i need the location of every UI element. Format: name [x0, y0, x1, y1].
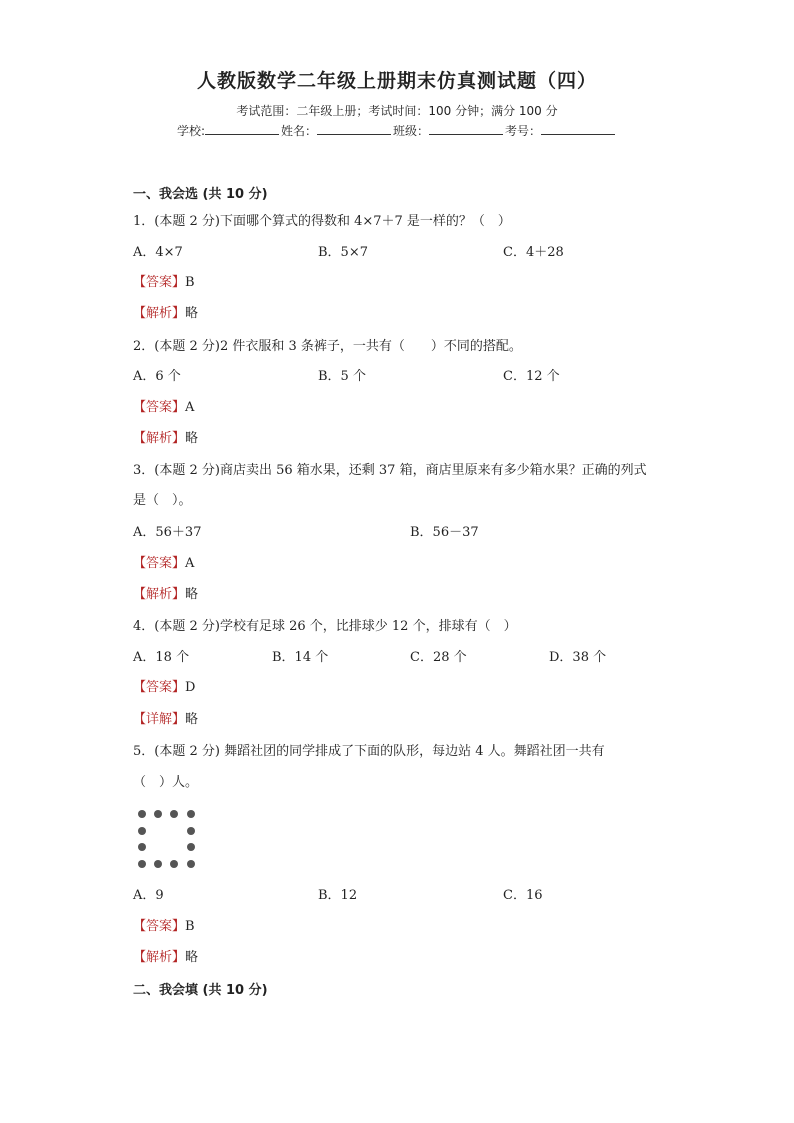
q3-analysis — [133, 586, 198, 604]
q4-option-d: D．38 个 — [549, 650, 607, 665]
exam-no-blank[interactable] — [541, 122, 615, 135]
dot — [187, 827, 195, 835]
question-4-stem: 4．(本题 2 分)学校有足球 26 个，比排球少 12 个，排球有（ ） — [133, 619, 517, 634]
section-heading-2: 二、我会填 (共 10 分) — [133, 983, 268, 998]
q5-option-a: A．9 — [133, 888, 164, 903]
analysis-value: 略 — [185, 587, 199, 602]
question-3-stem-cont: 是（ ）。 — [133, 493, 192, 508]
analysis-label: 【解析】 — [133, 950, 186, 965]
dot — [138, 827, 146, 835]
q5-option-c: C．16 — [503, 888, 543, 903]
name-label: 姓名： — [281, 124, 318, 138]
student-info-line — [0, 122, 794, 139]
q2-option-a: A．6 个 — [133, 369, 181, 384]
answer-value: B — [185, 919, 195, 934]
q4-answer — [133, 679, 195, 697]
q2-analysis — [133, 430, 198, 448]
answer-value: A — [185, 556, 195, 571]
q4-option-b: B．14 个 — [272, 650, 329, 665]
q5-analysis — [133, 949, 198, 967]
q4-option-a: A．18 个 — [133, 650, 190, 665]
answer-value: A — [185, 400, 195, 415]
answer-label: 【答案】 — [133, 556, 186, 571]
exam-no-label: 考号： — [505, 124, 542, 138]
q5-answer — [133, 918, 195, 936]
question-3-stem: 3．(本题 2 分)商店卖出 56 箱水果，还剩 37 箱，商店里原来有多少箱水果？正确的列式 — [133, 463, 647, 478]
q2-option-b: B．5 个 — [318, 369, 366, 384]
school-label: 学校: — [176, 124, 205, 138]
question-5-stem: 5．(本题 2 分) 舞蹈社团的同学排成了下面的队形，每边站 4 人。舞蹈社团一共有 — [133, 744, 605, 759]
dot — [138, 810, 146, 818]
q2-answer — [133, 399, 194, 417]
analysis-label: 【详解】 — [133, 712, 186, 727]
answer-label: 【答案】 — [133, 919, 186, 934]
dot — [154, 810, 162, 818]
analysis-value: 略 — [185, 712, 199, 727]
exam-info: 考试范围：二年级上册；考试时间：100 分钟；满分 100 分 — [236, 104, 558, 118]
dot — [170, 810, 178, 818]
class-blank[interactable] — [429, 122, 503, 135]
q4-analysis — [133, 711, 198, 729]
question-5-stem-cont: （ ）人。 — [133, 775, 199, 790]
analysis-label: 【解析】 — [133, 587, 186, 602]
q3-answer — [133, 555, 194, 573]
dot — [170, 860, 178, 868]
analysis-value: 略 — [185, 950, 199, 965]
q1-option-c: C．4＋28 — [503, 245, 564, 260]
q3-option-a: A．56＋37 — [133, 525, 202, 540]
class-label: 班级： — [393, 124, 430, 138]
square-formation-figure — [136, 808, 198, 870]
analysis-value: 略 — [185, 431, 199, 446]
q1-option-a: A．4×7 — [133, 245, 183, 260]
question-2-stem: 2．(本题 2 分)2 件衣服和 3 条裤子，一共有（ ）不同的搭配。 — [133, 339, 522, 354]
q4-option-c: C．28 个 — [410, 650, 467, 665]
question-1-stem: 1．(本题 2 分)下面哪个算式的得数和 4×7＋7 是一样的？（ ） — [133, 214, 511, 229]
page-title: 人教版数学二年级上册期末仿真测试题（四） — [196, 70, 597, 92]
q2-option-c: C．12 个 — [503, 369, 560, 384]
analysis-label: 【解析】 — [133, 431, 186, 446]
name-blank[interactable] — [317, 122, 391, 135]
analysis-value: 略 — [185, 306, 199, 321]
answer-label: 【答案】 — [133, 275, 186, 290]
q1-answer — [133, 274, 195, 292]
dot — [138, 860, 146, 868]
q3-option-b: B．56－37 — [410, 525, 479, 540]
dot — [138, 843, 146, 851]
dot — [187, 843, 195, 851]
q1-analysis — [133, 305, 198, 323]
q1-option-b: B．5×7 — [318, 245, 368, 260]
answer-label: 【答案】 — [133, 680, 186, 695]
dot — [154, 860, 162, 868]
dot — [187, 860, 195, 868]
school-blank[interactable] — [205, 122, 279, 135]
section-heading-1: 一、我会选 (共 10 分) — [133, 187, 268, 202]
dot — [187, 810, 195, 818]
answer-value: D — [185, 680, 196, 695]
q5-option-b: B．12 — [318, 888, 358, 903]
answer-label: 【答案】 — [133, 400, 186, 415]
analysis-label: 【解析】 — [133, 306, 186, 321]
answer-value: B — [185, 275, 195, 290]
